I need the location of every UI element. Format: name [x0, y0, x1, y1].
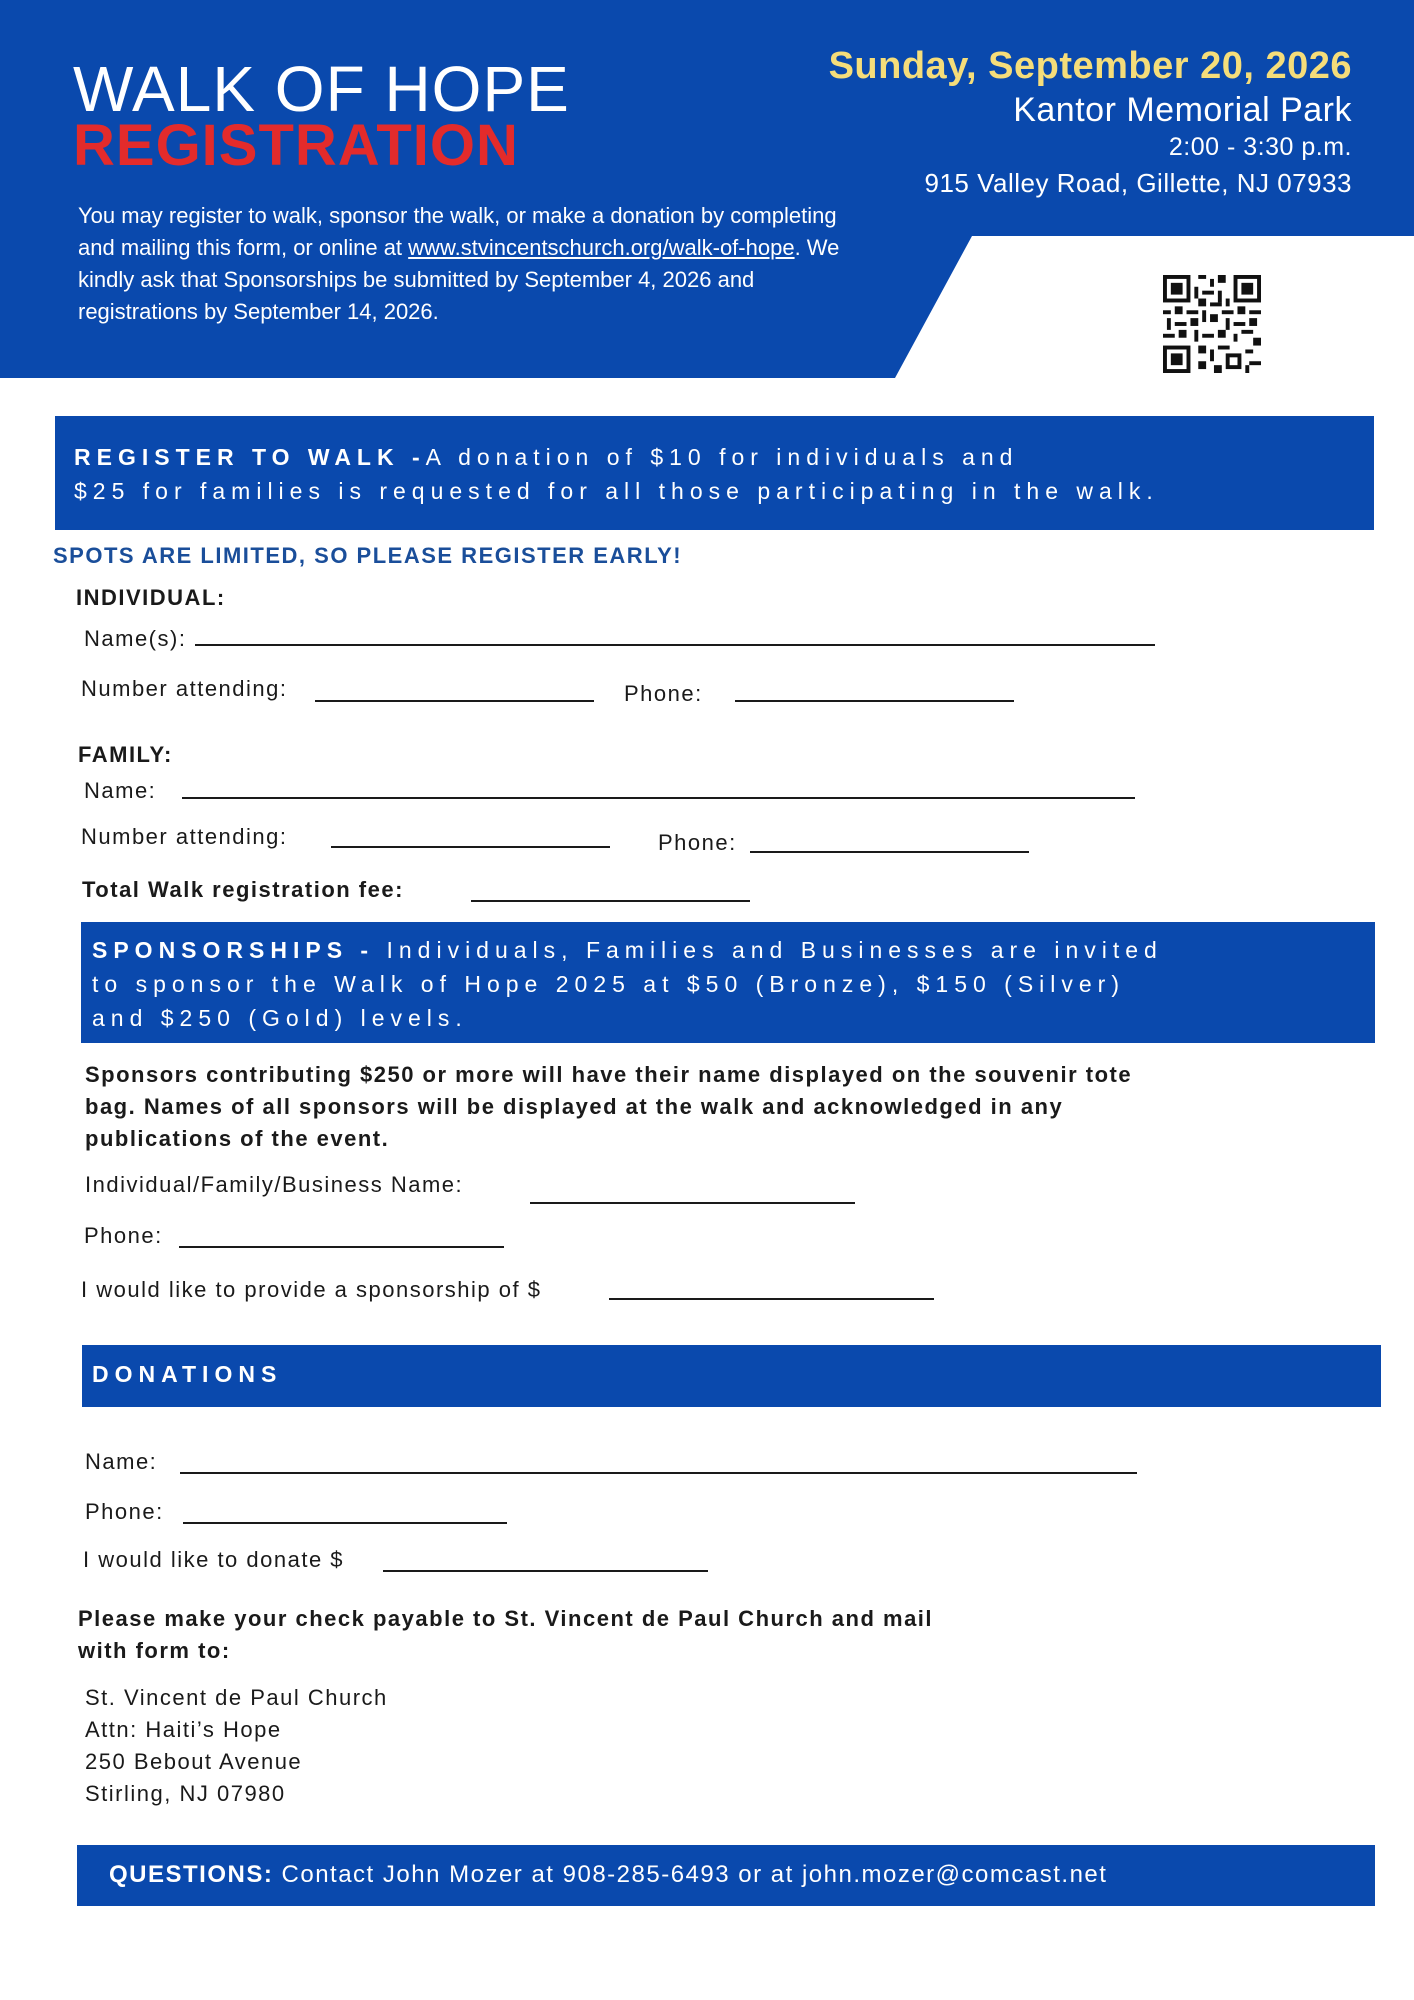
mailing-address-line2: Attn: Haiti’s Hope [85, 1717, 282, 1742]
total-fee-label: Total Walk registration fee: [82, 877, 404, 902]
limited-spots-notice: SPOTS ARE LIMITED, SO PLEASE REGISTER EARLY! [53, 543, 683, 568]
sponsorships-text-line3: and $250 (Gold) levels. [92, 1005, 468, 1031]
family-phone-field[interactable] [750, 851, 1029, 853]
register-text-line2: $25 for families is requested for all those participating in the walk. [74, 478, 1159, 504]
intro-text [78, 200, 868, 328]
register-band [55, 416, 1374, 530]
sponsor-name-label: Individual/Family/Business Name: [85, 1172, 464, 1197]
mailing-instruction [78, 1603, 933, 1667]
total-fee-field[interactable] [471, 900, 750, 902]
family-heading: FAMILY: [78, 742, 173, 767]
family-number-field[interactable] [331, 846, 610, 848]
sponsor-note-line2: bag. Names of all sponsors will be displayed at the walk and acknowledged in any [85, 1094, 1064, 1119]
event-address: 915 Valley Road, Gillette, NJ 07933 [924, 168, 1352, 198]
intro-text-start: You may register to walk, sponsor the walk, or make a donation by completing and mailing this form, or online at [78, 203, 837, 260]
sponsorships-text-line1: Individuals, Families and Businesses are invited [386, 937, 1163, 963]
donations-heading: DONATIONS [92, 1361, 283, 1387]
donation-phone-label: Phone: [85, 1499, 164, 1524]
questions-text [109, 1858, 1375, 1892]
donation-amount-label: I would like to donate $ [83, 1547, 345, 1572]
sponsorships-heading: SPONSORSHIPS - [92, 937, 387, 963]
family-phone-label: Phone: [658, 830, 737, 855]
family-name-label: Name: [84, 778, 157, 803]
individual-number-field[interactable] [315, 700, 594, 702]
donation-name-label: Name: [85, 1449, 158, 1474]
individual-name-label: Name(s): [84, 626, 187, 651]
donation-phone-field[interactable] [183, 1522, 507, 1524]
sponsor-amount-label: I would like to provide a sponsorship of $ [81, 1277, 542, 1302]
sponsor-phone-field[interactable] [179, 1246, 504, 1248]
sponsor-name-field[interactable] [530, 1202, 855, 1204]
individual-phone-field[interactable] [735, 700, 1014, 702]
sponsorships-band-line1 [92, 933, 1375, 967]
donation-amount-field[interactable] [383, 1570, 708, 1572]
sponsorships-band [81, 922, 1375, 1043]
questions-band [77, 1845, 1375, 1906]
qr-code-icon[interactable] [1163, 275, 1261, 373]
mailing-address-line3: 250 Bebout Avenue [85, 1749, 303, 1774]
event-place: Kantor Memorial Park [1013, 91, 1352, 129]
event-date: Sunday, September 20, 2026 [828, 45, 1352, 87]
event-info [829, 42, 1352, 202]
donations-band [82, 1345, 1381, 1407]
register-band-line1 [74, 440, 1374, 474]
mailing-address-line1: St. Vincent de Paul Church [85, 1685, 388, 1710]
mailing-instruction-line1: Please make your check payable to St. Vincent de Paul Church and mail [78, 1606, 934, 1631]
individual-phone-label: Phone: [624, 681, 703, 706]
mailing-address-line4: Stirling, NJ 07980 [85, 1781, 286, 1806]
individual-number-label: Number attending: [81, 676, 288, 701]
sponsor-amount-field[interactable] [609, 1298, 934, 1300]
family-name-field[interactable] [182, 797, 1135, 799]
register-heading: REGISTER TO WALK - [74, 444, 426, 470]
sponsor-note-line1: Sponsors contributing $250 or more will have their name displayed on the souvenir tote [85, 1062, 1133, 1087]
sponsor-note-line3: publications of the event. [85, 1126, 390, 1151]
mailing-instruction-line2: with form to: [78, 1638, 231, 1663]
title-line1: WALK OF HOPE [73, 53, 570, 125]
individual-heading: INDIVIDUAL: [76, 585, 226, 610]
title-line2: REGISTRATION [73, 113, 519, 178]
sponsor-phone-label: Phone: [84, 1223, 163, 1248]
family-number-label: Number attending: [81, 824, 288, 849]
individual-name-field[interactable] [195, 644, 1155, 646]
event-time: 2:00 - 3:30 p.m. [1168, 133, 1352, 161]
intro-text-end: . We kindly ask that Sponsorships be submitted by September 4, 2026 and registrations by September 14, 2026. [78, 235, 840, 324]
mailing-address [85, 1682, 388, 1810]
register-text-line1: A donation of $10 for individuals and [425, 444, 1019, 470]
donation-name-field[interactable] [180, 1472, 1137, 1474]
questions-label: QUESTIONS: [109, 1861, 274, 1888]
questions-contact: Contact John Mozer at 908-285-6493 or at john.mozer@comcast.net [273, 1861, 1108, 1888]
sponsorships-text-line2: to sponsor the Walk of Hope 2025 at $50 (Bronze), $150 (Silver) [92, 971, 1125, 997]
website-link[interactable]: www.stvincentschurch.org/walk-of-hope [408, 235, 795, 260]
sponsor-note [85, 1059, 1132, 1155]
